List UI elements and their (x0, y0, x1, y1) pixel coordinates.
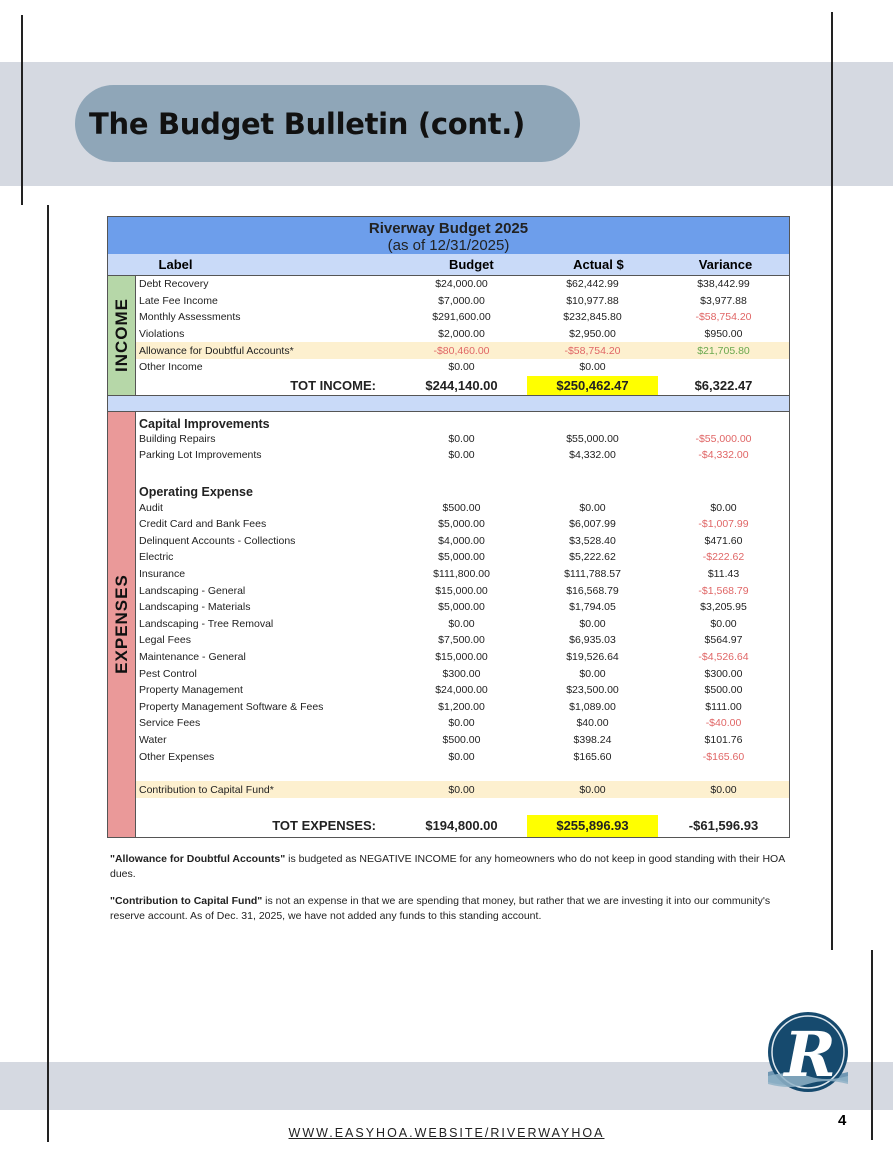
expenses-label (108, 412, 136, 837)
note-text: is not an expense in that we are spending that money, but rather that we are investing it into our community's reserve account. As of Dec. 31, 2025, we have not added any funds to this standing account. (110, 895, 771, 922)
row-label: Contribution to Capital Fund* (139, 783, 274, 796)
variance-cell: $101.76 (704, 733, 743, 746)
row-label: Credit Card and Bank Fees (139, 518, 267, 531)
variance-cell: -$4,526.64 (698, 650, 749, 663)
note-allowance (110, 852, 790, 882)
budget-cell: $24,000.00 (435, 684, 488, 697)
actual-cell: $250,462.47 (527, 376, 658, 395)
budget-cell: $0.00 (448, 717, 475, 730)
note-term: "Contribution to Capital Fund" (110, 895, 263, 907)
col-variance: Variance (698, 257, 753, 272)
table-row (136, 431, 789, 448)
table-row (136, 698, 789, 715)
total-row (136, 815, 789, 837)
table-row (136, 649, 789, 666)
actual-cell: $16,568.79 (566, 584, 619, 597)
variance-cell: $3,205.95 (700, 601, 747, 614)
variance-cell: $111.00 (705, 700, 742, 713)
variance-cell: -$165.60 (702, 750, 745, 763)
row-label: Insurance (139, 568, 186, 581)
budget-cell: $291,600.00 (432, 311, 491, 324)
col-actual: Actual $ (573, 257, 624, 272)
table-row (136, 599, 789, 616)
row-label: Other Income (139, 361, 203, 374)
row-label: Capital Improvements (139, 416, 270, 431)
table-title-text: Riverway Budget 2025 (368, 220, 529, 237)
actual-cell: $1,794.05 (569, 601, 616, 614)
table-subtitle: (as of 12/31/2025) (387, 237, 510, 254)
actual-cell: $232,845.80 (563, 311, 622, 324)
budget-cell: $244,140.00 (425, 377, 498, 393)
row-label: Debt Recovery (139, 278, 209, 291)
actual-cell: $10,977.88 (566, 294, 619, 307)
actual-cell: $23,500.00 (566, 684, 619, 697)
variance-cell: -$1,007.99 (698, 518, 749, 531)
row-label: Legal Fees (139, 634, 191, 647)
note-contribution (110, 894, 790, 924)
table-row (136, 342, 789, 359)
table-row (136, 549, 789, 566)
table-title (108, 217, 789, 254)
table-row (136, 566, 789, 583)
row-label: Service Fees (139, 717, 201, 730)
table-row (136, 665, 789, 682)
budget-cell: $500.00 (442, 733, 481, 746)
variance-cell: $11.43 (707, 568, 740, 581)
budget-cell: $7,000.00 (438, 294, 485, 307)
row-label: Monthly Assessments (139, 311, 241, 324)
actual-cell: $0.00 (579, 617, 606, 630)
budget-cell: $500.00 (442, 501, 481, 514)
page-number: 4 (838, 1112, 847, 1129)
actual-cell: $6,007.99 (569, 518, 616, 531)
actual-cell: $0.00 (579, 361, 606, 374)
col-budget: Budget (448, 257, 494, 272)
actual-cell: $1,089.00 (569, 700, 616, 713)
variance-cell: $0.00 (710, 617, 737, 630)
variance-cell: $0.00 (710, 783, 737, 796)
expenses-section (108, 411, 789, 837)
budget-cell: $5,000.00 (438, 518, 485, 531)
variance-cell: -$55,000.00 (695, 432, 752, 445)
blank-row (136, 798, 789, 815)
actual-cell: $255,896.93 (527, 815, 658, 837)
blank-row (136, 765, 789, 782)
actual-cell: $2,950.00 (569, 328, 616, 341)
variance-cell: -$1,568.79 (698, 584, 749, 597)
row-label: Water (139, 733, 167, 746)
row-label: Late Fee Income (139, 294, 218, 307)
budget-cell: $15,000.00 (435, 650, 488, 663)
actual-cell: $111,788.57 (564, 568, 621, 581)
row-label: Allowance for Doubtful Accounts* (139, 344, 294, 357)
budget-cell: $15,000.00 (435, 584, 488, 597)
table-row (136, 533, 789, 550)
actual-cell: $0.00 (579, 501, 606, 514)
budget-cell: $7,500.00 (438, 634, 485, 647)
budget-cell: $0.00 (448, 361, 475, 374)
budget-cell: $24,000.00 (435, 278, 488, 291)
variance-cell: $6,322.47 (694, 377, 753, 393)
budget-cell: $0.00 (448, 617, 475, 630)
table-row (136, 715, 789, 732)
variance-cell (658, 359, 789, 376)
variance-cell: $21,705.80 (697, 344, 750, 357)
actual-cell: $0.00 (579, 667, 606, 680)
row-label: Delinquent Accounts - Collections (139, 534, 296, 547)
col-label: Label (158, 257, 193, 272)
table-row (136, 326, 789, 343)
variance-cell: -$61,596.93 (688, 818, 759, 834)
row-label: Pest Control (139, 667, 197, 680)
variance-cell: -$58,754.20 (695, 311, 752, 324)
actual-cell: $19,526.64 (566, 650, 619, 663)
budget-cell: $0.00 (448, 449, 475, 462)
variance-cell: $38,442.99 (697, 278, 750, 291)
budget-cell: $0.00 (448, 750, 475, 763)
budget-cell: $194,800.00 (425, 818, 498, 834)
row-label: Property Management (139, 684, 243, 697)
row-label: Audit (139, 501, 163, 514)
actual-cell: $3,528.40 (569, 534, 616, 547)
table-row (136, 516, 789, 533)
expenses-label-text: EXPENSES (111, 574, 131, 674)
table-row (136, 447, 789, 464)
table-row (136, 616, 789, 633)
table-row (136, 732, 789, 749)
logo-letter: R (784, 1018, 836, 1091)
table-row (136, 499, 789, 516)
page-title: The Budget Bulletin (cont.) (89, 106, 525, 141)
divider (47, 205, 49, 1142)
variance-cell: -$222.62 (702, 551, 745, 564)
note-text: is budgeted as NEGATIVE INCOME for any homeowners who do not keep in good standing with their HOA dues. (110, 853, 785, 880)
row-label: Property Management Software & Fees (139, 700, 324, 713)
section-spacer (108, 395, 789, 411)
table-row (136, 293, 789, 310)
budget-cell: -$80,460.00 (433, 344, 490, 357)
row-label: Building Repairs (139, 432, 216, 445)
row-label: Landscaping - Tree Removal (139, 617, 274, 630)
actual-cell: $0.00 (579, 783, 606, 796)
actual-cell: $165.60 (573, 750, 612, 763)
row-label: Violations (139, 328, 185, 341)
table-row (136, 582, 789, 599)
row-label: Landscaping - General (139, 584, 246, 597)
actual-cell: $40.00 (576, 717, 609, 730)
table-row (136, 781, 789, 798)
website-link[interactable]: WWW.EASYHOA.WEBSITE/RIVERWAYHOA (288, 1126, 605, 1140)
table-row (136, 359, 789, 376)
actual-cell: $398.24 (573, 733, 612, 746)
variance-cell: $3,977.88 (700, 294, 747, 307)
budget-cell: $4,000.00 (438, 534, 485, 547)
variance-cell: $0.00 (710, 501, 737, 514)
table-row (136, 309, 789, 326)
variance-cell: $950.00 (704, 328, 743, 341)
income-label (108, 276, 136, 395)
table-row (136, 748, 789, 765)
variance-cell: $564.97 (704, 634, 743, 647)
divider (21, 15, 23, 205)
budget-cell: $5,000.00 (438, 551, 485, 564)
budget-cell: $1,200.00 (438, 700, 485, 713)
variance-cell: $300.00 (704, 667, 743, 680)
section-subheader (136, 480, 789, 499)
budget-cell: $111,800.00 (433, 568, 490, 581)
row-label: TOT EXPENSES: (272, 818, 376, 834)
notes (110, 852, 790, 936)
actual-cell: $4,332.00 (569, 449, 616, 462)
budget-table (107, 216, 790, 838)
actual-cell: $6,935.03 (569, 634, 616, 647)
variance-cell: -$40.00 (705, 717, 742, 730)
divider (831, 12, 833, 950)
income-label-text: INCOME (111, 298, 131, 373)
budget-cell: $300.00 (442, 667, 481, 680)
divider (871, 950, 873, 1140)
variance-cell: $500.00 (704, 684, 743, 697)
table-row (136, 276, 789, 293)
row-label: Parking Lot Improvements (139, 449, 262, 462)
row-label: Other Expenses (139, 750, 215, 763)
row-label: TOT INCOME: (290, 377, 376, 393)
section-subheader (136, 412, 789, 431)
variance-cell: -$4,332.00 (698, 449, 749, 462)
table-row (136, 632, 789, 649)
budget-cell: $0.00 (448, 783, 475, 796)
row-label: Operating Expense (139, 485, 253, 500)
blank-row (136, 464, 789, 481)
riverway-logo (760, 1010, 856, 1098)
column-headers (108, 254, 789, 275)
table-row (136, 682, 789, 699)
income-section (108, 275, 789, 395)
budget-cell: $2,000.00 (438, 328, 485, 341)
note-term: "Allowance for Doubtful Accounts" (110, 853, 286, 865)
actual-cell: $55,000.00 (566, 432, 619, 445)
variance-cell: $471.60 (704, 534, 743, 547)
row-label: Landscaping - Materials (139, 601, 251, 614)
total-row (136, 376, 789, 395)
row-label: Maintenance - General (139, 650, 246, 663)
budget-cell: $5,000.00 (438, 601, 485, 614)
title-pill (75, 85, 580, 162)
budget-cell: $0.00 (448, 432, 475, 445)
actual-cell: $5,222.62 (569, 551, 616, 564)
row-label: Electric (139, 551, 174, 564)
actual-cell: $62,442.99 (566, 278, 619, 291)
actual-cell: -$58,754.20 (564, 344, 621, 357)
